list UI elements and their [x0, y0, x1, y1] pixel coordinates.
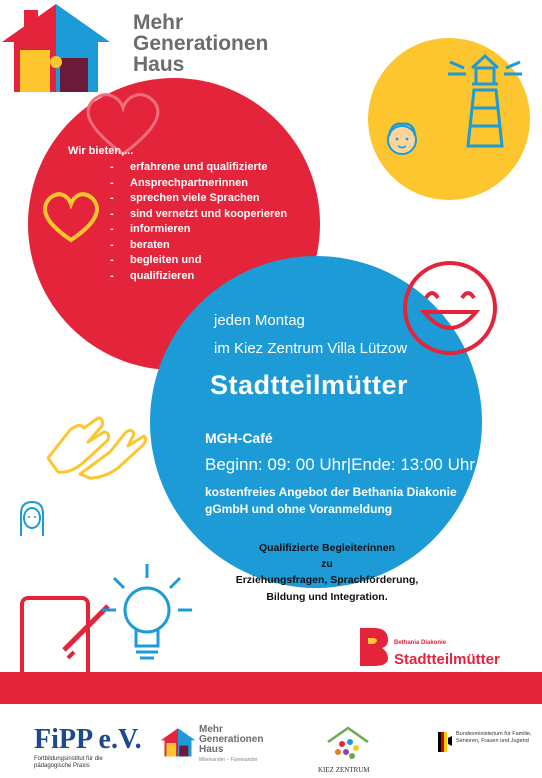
event-cafe: MGH-Café — [205, 430, 273, 446]
smiley-icon — [400, 258, 500, 358]
list-item: - sprechen viele Sprachen — [110, 191, 287, 207]
qualification-line-2: zu — [321, 558, 333, 570]
event-day: jeden Montag — [214, 312, 305, 329]
federal-eagle-icon — [438, 732, 452, 752]
lightbulb-icon — [100, 560, 194, 672]
list-item: - informieren — [110, 222, 287, 238]
bottom-band — [0, 672, 542, 704]
footer-mgh-text — [199, 725, 263, 755]
bmfsfj-label: Bundesministerium für Familie, Senioren, Frauen und Jugend — [456, 731, 532, 744]
event-title: Stadtteilmütter — [210, 370, 409, 400]
footer-mgh-line-2: Generationen — [199, 734, 264, 745]
list-item: - sind vernetzt und kooperieren — [110, 207, 287, 223]
event-times: Beginn: 09: 00 Uhr|Ende: 13:00 Uhr — [205, 455, 475, 474]
kiez-zentrum-logo-icon — [322, 726, 374, 768]
offer-heading: Wir bieten,... — [68, 145, 134, 157]
footer-house-icon — [160, 724, 196, 762]
logo-line-2: Generationen — [133, 32, 269, 55]
qualification-line-3: Erziehungsfragen, Sprachförderung, — [235, 574, 419, 586]
fipp-logo: FiPP e.V. — [34, 724, 142, 755]
lighthouse-icon — [444, 50, 526, 150]
person-face-icon — [384, 120, 420, 158]
fipp-subtitle: Fortbildungsinstitut für die pädagogische Praxis — [34, 756, 103, 769]
offer-list — [110, 160, 287, 284]
footer-mgh-line-1: Mehr — [199, 724, 223, 735]
list-item: - qualifizieren — [110, 269, 287, 285]
event-offer-line-2: gGmbH und ohne Voranmeldung — [205, 502, 393, 516]
logo-title — [133, 12, 268, 75]
qualification-line-4: Bildung und Integration. — [266, 591, 388, 603]
woman-face-icon — [18, 500, 46, 540]
list-item: - Ansprechpartnerinnen — [110, 176, 287, 192]
logo-line-1: Mehr — [133, 11, 184, 34]
footer-mgh-sub: Miteinander – Füreinander — [199, 757, 258, 763]
heart-icon — [38, 188, 104, 246]
list-item: - begleiten und — [110, 253, 287, 269]
list-item: - erfahrene und qualifizierte — [110, 160, 287, 176]
brand-big: Stadtteilmütter — [394, 651, 500, 668]
kiez-zentrum-label: KIEZ ZENTRUM — [318, 766, 370, 774]
brand-small: Bethania Diakonie — [394, 640, 447, 646]
qualification-line-1: Qualifizierte Begleiterinnen — [259, 542, 395, 554]
logo-line-3: Haus — [133, 53, 185, 76]
clapping-hands-icon — [40, 412, 150, 482]
footer-mgh-line-3: Haus — [199, 744, 224, 755]
bethania-logo-icon — [356, 626, 390, 666]
list-item: - beraten — [110, 238, 287, 254]
house-logo-icon — [0, 2, 112, 98]
event-offer-line-1: kostenfreies Angebot der Bethania Diakonie — [205, 485, 457, 499]
event-location: im Kiez Zentrum Villa Lützow — [214, 340, 408, 357]
